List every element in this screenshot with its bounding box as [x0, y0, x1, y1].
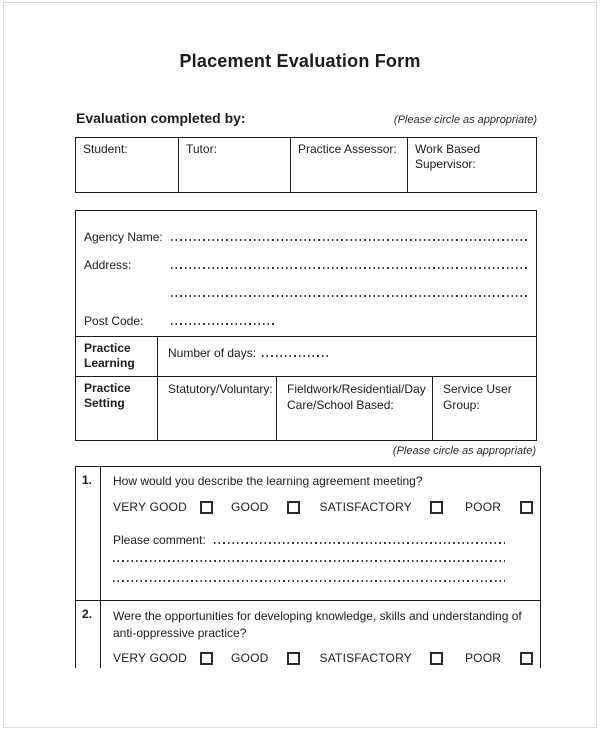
completed-by-table — [75, 137, 537, 193]
q2-checkbox-very-good[interactable] — [200, 652, 213, 665]
address-label: Address: — [84, 258, 132, 272]
post-code-label: Post Code: — [84, 314, 144, 328]
rating-label-poor: POOR — [464, 651, 502, 665]
service-user-group-label: Service User Group: — [443, 382, 512, 412]
q1-checkbox-good[interactable] — [287, 501, 300, 514]
practice-assessor-label: Practice Assessor: — [298, 142, 397, 156]
completed-by-label: Evaluation completed by: — [76, 110, 246, 126]
questions-table — [75, 466, 541, 668]
placement-details-table — [75, 210, 537, 441]
fieldwork-residential-label: Fieldwork/Residential/Day Care/School Based: — [287, 382, 426, 412]
rating-label-satisfactory: SATISFACTORY — [319, 651, 412, 665]
q2-checkbox-satisfactory[interactable] — [430, 652, 443, 665]
rating-label-satisfactory: SATISFACTORY — [319, 500, 412, 514]
tutor-label: Tutor: — [186, 142, 217, 156]
number-of-days-label: Number of days: — [168, 346, 257, 360]
question-1-text: How would you describe the learning agreement meeting? — [113, 474, 423, 488]
rating-label-poor: POOR — [464, 500, 502, 514]
rating-label-good: GOOD — [231, 500, 269, 514]
practice-assessor-field-cell[interactable] — [291, 138, 408, 192]
rating-label-very-good: VERY GOOD — [113, 500, 188, 514]
circle-note-top: (Please circle as appropriate) — [393, 114, 537, 126]
address-row-2 — [76, 280, 536, 300]
q1-checkbox-satisfactory[interactable] — [430, 501, 443, 514]
practice-setting-row — [76, 376, 536, 440]
rating-label-very-good: VERY GOOD — [113, 651, 188, 665]
agency-name-label: Agency Name: — [84, 230, 163, 244]
practice-learning-row — [76, 336, 536, 376]
practice-setting-label: Practice Setting — [76, 377, 158, 440]
question-2-row — [76, 601, 540, 668]
work-based-supervisor-label: Work Based Supervisor: — [415, 142, 481, 171]
q1-comment-input-line-2[interactable] — [113, 560, 505, 562]
q1-checkbox-poor[interactable] — [520, 501, 533, 514]
question-1-rating-row — [113, 499, 527, 515]
post-code-input-line[interactable] — [171, 323, 274, 325]
fieldwork-residential-field-cell[interactable] — [277, 377, 433, 440]
q1-comment-input-line-1[interactable] — [214, 542, 505, 544]
statutory-voluntary-label: Statutory/Voluntary: — [168, 382, 273, 396]
question-1-content — [101, 467, 540, 600]
form-title: Placement Evaluation Form — [179, 51, 421, 71]
question-2-content — [101, 601, 540, 668]
student-label: Student: — [83, 142, 128, 156]
agency-name-row — [76, 224, 536, 244]
number-of-days-input-line[interactable] — [262, 355, 330, 357]
student-field-cell[interactable] — [76, 138, 179, 192]
question-1-number: 1. — [76, 467, 101, 600]
address-input-line-2[interactable] — [171, 295, 530, 297]
q2-checkbox-good[interactable] — [287, 652, 300, 665]
question-1-comment-row — [113, 530, 527, 547]
rating-label-good: GOOD — [231, 651, 269, 665]
circle-note-questions: (Please circle as appropriate) — [392, 445, 536, 457]
agency-section — [76, 211, 536, 336]
q2-checkbox-poor[interactable] — [520, 652, 533, 665]
question-2-number: 2. — [76, 601, 101, 668]
number-of-days-cell[interactable] — [158, 337, 330, 376]
question-1-row — [76, 467, 540, 601]
statutory-voluntary-field-cell[interactable] — [158, 377, 277, 440]
work-based-supervisor-field-cell[interactable] — [408, 138, 536, 192]
q1-comment-input-line-3[interactable] — [113, 580, 505, 582]
q1-checkbox-very-good[interactable] — [200, 501, 213, 514]
question-2-text: Were the opportunities for developing knowledge, skills and understanding of anti-oppressive practice? — [113, 609, 522, 640]
practice-learning-label: Practice Learning — [76, 337, 158, 376]
completed-by-header — [76, 110, 537, 126]
please-comment-label: Please comment: — [113, 533, 206, 547]
tutor-field-cell[interactable] — [179, 138, 291, 192]
agency-name-input-line[interactable] — [171, 239, 530, 241]
question-2-rating-row — [113, 650, 527, 666]
post-code-row — [76, 308, 536, 328]
address-input-line-1[interactable] — [171, 267, 530, 269]
service-user-group-field-cell[interactable] — [433, 377, 536, 440]
address-row — [76, 252, 536, 272]
